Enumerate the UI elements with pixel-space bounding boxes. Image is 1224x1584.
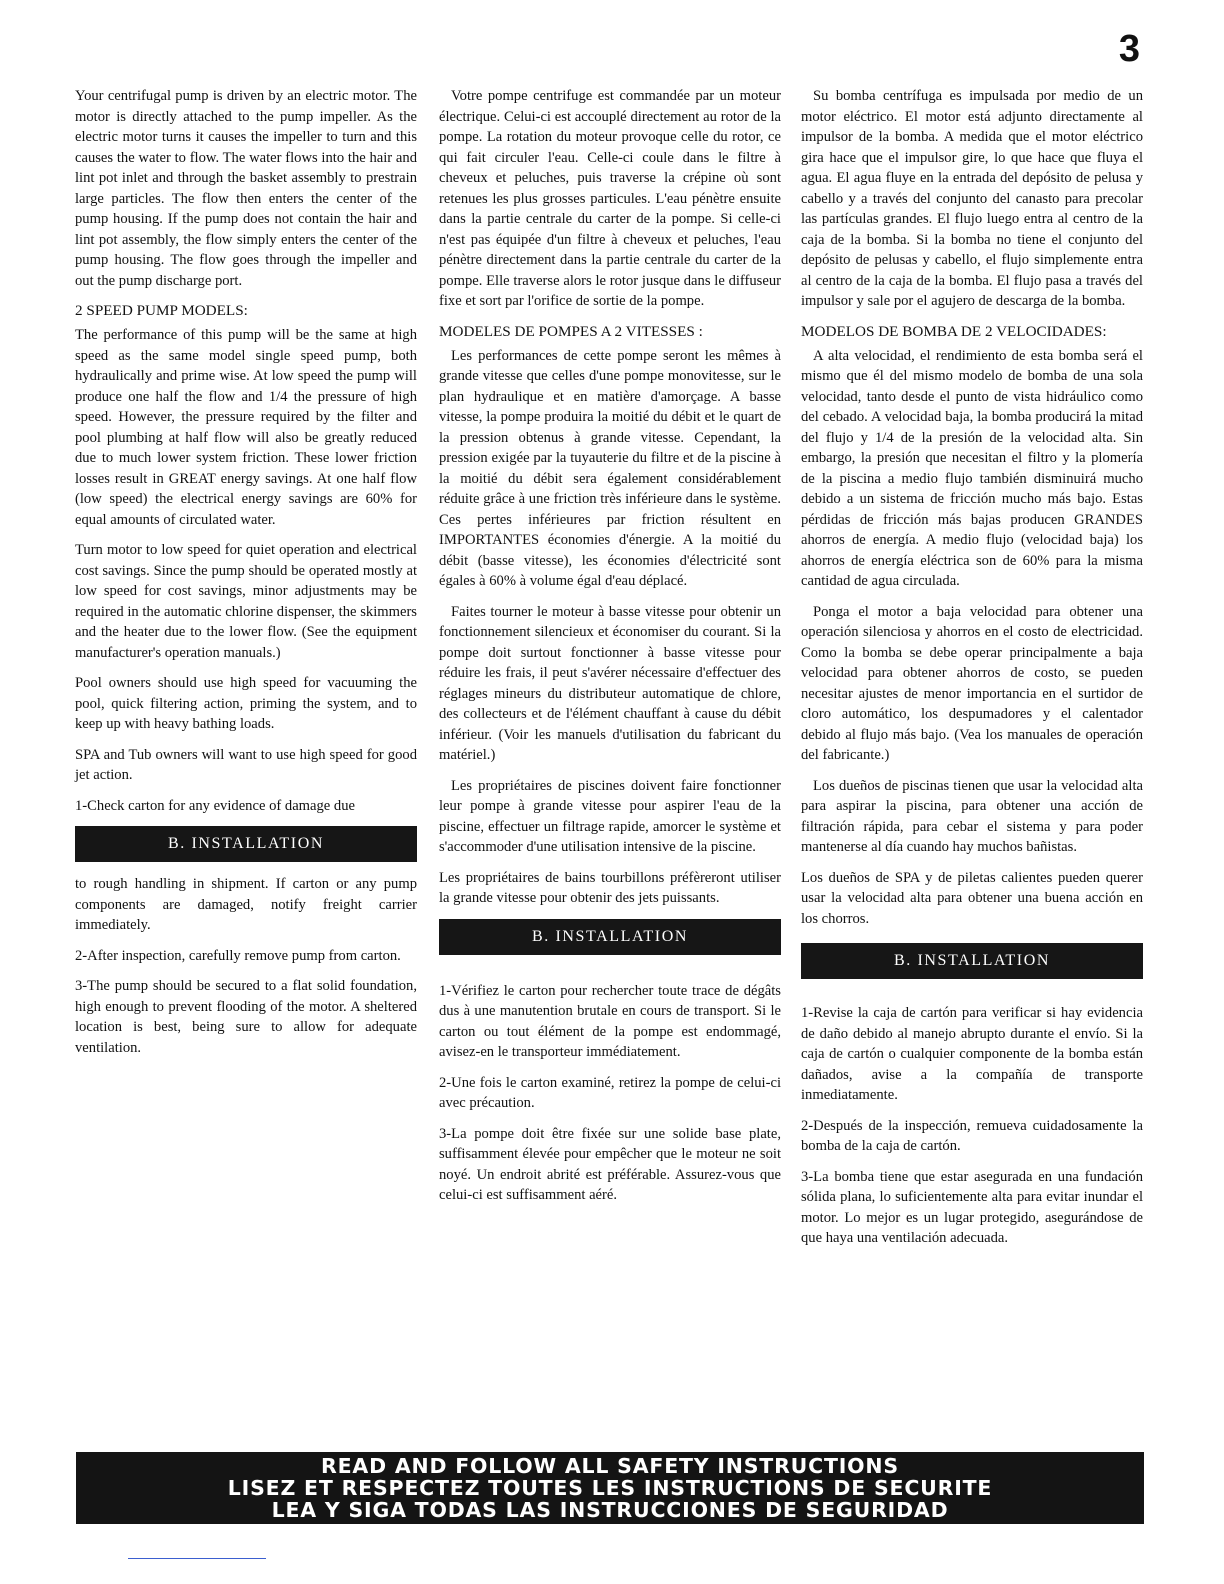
es-step-3: 3-La bomba tiene que estar asegurada en una fundación sólida plana, lo suficientemente alta para evitar inundar el motor. Lo mejor es un lugar protegido, asegurándose de que haya una ventilación adecuada. bbox=[801, 1168, 1143, 1246]
en-step-1-start: 1-Check carton for any evidence of damage due bbox=[75, 797, 355, 814]
es-2speed-heading: MODELOS DE BOMBA DE 2 VELOCIDADES: bbox=[801, 322, 1107, 340]
fr-installation-section-bar: B. INSTALLATION bbox=[439, 919, 781, 955]
safety-instructions-banner bbox=[76, 1452, 1144, 1524]
fr-step-2: 2-Une fois le carton examiné, retirez la pompe de celui-ci avec précaution. bbox=[439, 1074, 781, 1111]
spanish-column bbox=[801, 86, 1143, 1259]
en-performance-paragraph: The performance of this pump will be the same at high speed as the same model single speed pump, both hydraulically and prime wise. At low speed the pump will produce one half the flow and 1/4 the pressure of high speed. However, the pressure required by the filter and pool plumbing at half flow will also be greatly reduced due to much lower system friction. These lower friction losses result in GREAT energy savings. At one half flow (low speed) the electrical energy savings are 60% for equal amounts of circulated water. bbox=[75, 327, 417, 528]
fr-intro-paragraph: Votre pompe centrifuge est commandée par un moteur électrique. Celui-ci est accouplé directement au rotor de la pompe. La rotation du moteur provoque celle du rotor, ce qui fait circuler l'eau. Celle-ci coule dans le filtre à cheveux et peluches, puis traverse la crépine où sont retenues les plus grosses particules. L'eau pénètre ensuite dans la partie centrale du carter de la pompe. Si celle-ci n'est pas équipée d'un filtre à cheveux et peluches, l'eau pénètre directement dans la partie centrale du carter de la pompe. Elle traverse alors le rotor jusque dans le diffuseur fixe et sort par l'orifice de sortie de la pompe. bbox=[439, 88, 781, 309]
es-step-1: 1-Revise la caja de cartón para verificar si hay evidencia de daño debido al manejo abrupto durante el envío. Si la caja de cartón o cualquier componente de la bomba están dañados, avise a la compañía de transporte inmediatamente. bbox=[801, 1005, 1143, 1103]
fr-performance-paragraph: Les performances de cette pompe seront les mêmes à grande vitesse que celles d'une pompe monovitesse, sur le plan hydraulique et en matière d'amorçage. A basse vitesse, la pompe produira la moitié du débit et le quart de la pression obtenus à grande vitesse. Cependant, la pression exigée par la tuyauterie du filtre et de la piscine à la moitié du débit sera également considérablement réduite grâce à une friction très inférieure dans le système. Ces pertes inférieures par friction résultent en IMPORTANTES économies d'énergie. A la moitié du débit (basse vitesse), les économies d'électricité sont égales à 60% à volume égal d'eau déplacé. bbox=[439, 347, 781, 589]
fr-step-3: 3-La pompe doit être fixée sur une solide base plate, suffisamment élevée pour empêcher que le moteur ne soit noyé. Un endroit abrité est préférable. Assurez-vous que celui-ci est suffisamment aéré. bbox=[439, 1125, 781, 1203]
footer-rule bbox=[128, 1558, 266, 1559]
es-performance-paragraph: A alta velocidad, el rendimiento de esta bomba será el mismo que él del mismo modelo de bomba de una sola velocidad, tanto desde el punto de vista hidráulico como del cebado. A velocidad baja, la bomba producirá la mitad del flujo y 1/4 de la presión de la velocidad alta. Sin embargo, la presión que necesitan el filtro y la plomería de la piscina a medio flujo también disminuirá mucho debido a un sistema de fricción mucho más bajo. Estas pérdidas de fricción más bajas producen GRANDES ahorros de energía. A medio flujo (velocidad baja) los ahorros de energía eléctrica son de 60% para la misma cantidad de agua circulada. bbox=[801, 347, 1143, 589]
es-pool-owners-paragraph: Los dueños de piscinas tienen que usar la velocidad alta para aspirar la piscina, para obtener una acción de filtración rápida, para cebar el sistema y para poder mantenerse al día cuando hay muchos bañistas. bbox=[801, 777, 1143, 855]
fr-spa-owners-paragraph: Les propriétaires de bains tourbillons préfèreront utiliser la grande vitesse pour obtenir des jets puissants. bbox=[439, 869, 781, 906]
english-column bbox=[75, 86, 417, 1068]
en-spa-owners-paragraph: SPA and Tub owners will want to use high speed for good jet action. bbox=[75, 746, 417, 783]
french-column bbox=[439, 86, 781, 1216]
safety-line-spanish: LEA Y SIGA TODAS LAS INSTRUCCIONES DE SEGURIDAD bbox=[271, 1498, 949, 1522]
es-intro-paragraph: Su bomba centrífuga es impulsada por medio de un motor eléctrico. El motor está adjunto directamente al impulsor de la bomba. A medida que el motor eléctrico gira hace que el impulsor gire, lo que hace que fluya el agua. El agua fluye en la entrada del depósito de pelusa y cabello y a través del conjunto del canasto para precolar las partículas grandes. El flujo luego entra al centro de la caja de la bomba. Si la bomba no tiene el conjunto del depósito de pelusas y cabello, el flujo simplemente entra al centro de la caja de la bomba. El flujo pasa a través del impulsor y sale por el agujero de descarga de la bomba. bbox=[801, 88, 1143, 309]
en-intro-paragraph: Your centrifugal pump is driven by an electric motor. The motor is directly attached to the pump impeller. As the electric motor turns it causes the impeller to turn and this causes the water to flow. The water flows into the hair and lint pot inlet and through the basket assembly to prestrain large particles. The flow then enters the center of the pump housing. If the pump does not contain the hair and lint pot assembly, the flow simply enters the center of the pump housing. The flow goes through the impeller and out the pump discharge port. bbox=[75, 88, 417, 289]
es-installation-section-bar: B. INSTALLATION bbox=[801, 943, 1143, 979]
fr-low-speed-paragraph: Faites tourner le moteur à basse vitesse pour obtenir un fonctionnement silencieux et économiser du courant. Si la pompe doit surtout fonctionner à basse vitesse pour réduire les frais, il peut s'avérer nécessaire d'effectuer des réglages mineurs du distributeur automatique de chlore, des collecteurs et de l'élément chauffant à cause du débit inférieur. (Voir les manuels d'utilisation du fabricant du matériel.) bbox=[439, 603, 781, 763]
es-low-speed-paragraph: Ponga el motor a baja velocidad para obtener una operación silenciosa y ahorros en el costo de electricidad. Como la bomba se debe operar principalmente a baja velocidad para obtener ahorros de costo, se pueden necesitar ajustes de menor importancia en el surtidor de cloro automático, los despumadores y el calentador debido al flujo más bajo. (Vea los manuales de operación del fabricante.) bbox=[801, 603, 1143, 763]
en-installation-section-bar: B. INSTALLATION bbox=[75, 826, 417, 862]
en-pool-owners-paragraph: Pool owners should use high speed for vacuuming the pool, quick filtering action, priming the system, and to keep up with heavy bathing loads. bbox=[75, 675, 417, 732]
en-step-1-cont: to rough handling in shipment. If carton or any pump components are damaged, notify freight carrier immediately. bbox=[75, 876, 417, 933]
safety-line-french: LISEZ ET RESPECTEZ TOUTES LES INSTRUCTIONS DE SECURITE bbox=[227, 1476, 993, 1500]
en-step-2: 2-After inspection, carefully remove pump from carton. bbox=[75, 947, 401, 964]
fr-step-1: 1-Vérifiez le carton pour rechercher toute trace de dégâts dus à une manutention brutale en cours de transport. Si le carton ou tout élément de la pompe est endommagé, avisez-en le transporteur immédiatement. bbox=[439, 982, 781, 1060]
en-2speed-heading: 2 SPEED PUMP MODELS: bbox=[75, 302, 248, 319]
page-number: 3 bbox=[1118, 28, 1140, 70]
fr-pool-owners-paragraph: Les propriétaires de piscines doivent faire fonctionner leur pompe à grande vitesse pour aspirer l'eau de la piscine, effectuer un filtrage rapide, amorcer le système et s'accommoder d'une utilisation intensive de la piscine. bbox=[439, 777, 781, 855]
en-low-speed-paragraph: Turn motor to low speed for quiet operation and electrical cost savings. Since the pump should be operated mostly at low speed for cost savings, minor adjustments may be required in the automatic chlorine dispenser, the skimmers and the heater due to the lower flow. (See the equipment manufacturer's operation manuals.) bbox=[75, 542, 417, 661]
fr-2speed-heading: MODELES DE POMPES A 2 VITESSES : bbox=[439, 322, 703, 340]
es-spa-owners-paragraph: Los dueños de SPA y de piletas calientes pueden querer usar la velocidad alta para obtener una buena acción en los chorros. bbox=[801, 869, 1143, 927]
en-step-3: 3-The pump should be secured to a flat solid foundation, high enough to prevent flooding of the motor. A sheltered location is best, being sure to allow for adequate ventilation. bbox=[75, 978, 417, 1056]
safety-line-english: READ AND FOLLOW ALL SAFETY INSTRUCTIONS bbox=[321, 1454, 899, 1478]
es-step-2: 2-Después de la inspección, remueva cuidadosamente la bomba de la caja de cartón. bbox=[801, 1117, 1143, 1154]
